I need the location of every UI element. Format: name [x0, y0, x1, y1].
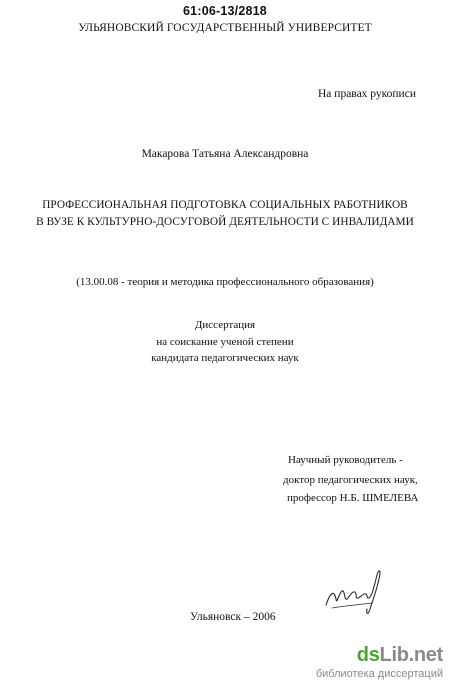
- supervisor-line-3: профессор Н.Б. ШМЕЛЕВА: [287, 492, 419, 504]
- specialty-code: (13.00.08 - теория и методика профессионального образования): [76, 276, 374, 288]
- degree-line-3: кандидата педагогических наук: [151, 352, 299, 364]
- handwritten-signature: [322, 565, 384, 617]
- supervisor-line-1: Научный руководитель -: [288, 454, 403, 466]
- thesis-title-line-1: ПРОФЕССИОНАЛЬНАЯ ПОДГОТОВКА СОЦИАЛЬНЫХ РАБОТНИКОВ: [42, 199, 408, 211]
- university-name: УЛЬЯНОВСКИЙ ГОСУДАРСТВЕННЫЙ УНИВЕРСИТЕТ: [78, 22, 372, 34]
- dslib-logo: [357, 643, 443, 667]
- thesis-title-line-2: В ВУЗЕ К КУЛЬТУРНО-ДОСУГОВОЙ ДЕЯТЕЛЬНОСТИ С ИНВАЛИДАМИ: [36, 216, 414, 228]
- author-name: Макарова Татьяна Александровна: [141, 148, 309, 160]
- rights-note: На правах рукописи: [318, 88, 416, 100]
- city-and-year: Ульяновск – 2006: [190, 611, 276, 623]
- logo-part-lib: Lib.net: [379, 644, 443, 666]
- supervisor-line-2: доктор педагогических наук,: [283, 474, 418, 486]
- watermark-tagline: библиотека диссертаций: [315, 668, 443, 680]
- degree-line-1: Диссертация: [194, 319, 256, 331]
- dslib-watermark: [317, 643, 447, 687]
- document-code: 61:06-13/2818: [183, 4, 267, 18]
- logo-part-ds: ds: [356, 644, 380, 666]
- degree-line-2: на соискание ученой степени: [156, 336, 294, 348]
